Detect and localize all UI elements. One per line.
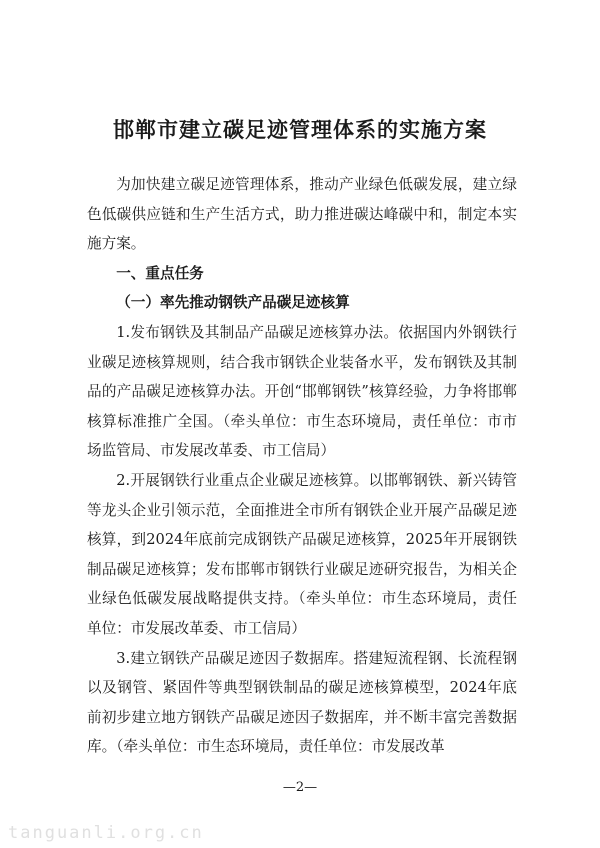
task-item-2: 2.开展钢铁行业重点企业碳足迹核算。以邯郸钢铁、新兴铸管等龙头企业引领示范，全面推进全市所有钢铁企业开展产品碳足迹核算，到2024年底前完成钢铁产品碳足迹核算，2025年开展钢铁制品碳足迹核算；发布邯郸市钢铁行业碳足迹研究报告，为相关企业绿色低碳发展战略提供支持。（牵头单位：市生态环境局，责任单位：市发展改革委、市工信局） xyxy=(87,471,517,637)
subsection-heading: （一）率先推动钢铁产品碳足迹核算 xyxy=(116,294,350,312)
watermark: tanguanli.org.cn xyxy=(8,823,204,843)
document-title: 邯郸市建立碳足迹管理体系的实施方案 xyxy=(113,118,487,142)
task-item-1: 1.发布钢铁及其制品产品碳足迹核算办法。依据国内外钢铁行业碳足迹核算规则，结合我市钢铁企业装备水平，发布钢铁及其制品的产品碳足迹核算办法。开创“邯郸钢铁”核算经验，力争将邯郸核算标准推广全国。（牵头单位：市生态环境局，责任单位：市市场监管局、市发展改革委、市工信局） xyxy=(87,323,517,460)
page-number: —2— xyxy=(282,780,318,795)
section-heading: 一、重点任务 xyxy=(116,264,204,282)
document-body xyxy=(87,170,517,762)
intro-paragraph: 为加快建立碳足迹管理体系，推动产业绿色低碳发展，建立绿色低碳供应链和生产生活方式，助力推进碳达峰碳中和，制定本实施方案。 xyxy=(87,176,517,253)
task-item-3: 3.建立钢铁产品碳足迹因子数据库。搭建短流程钢、长流程钢以及钢管、紧固件等典型钢铁制品的碳足迹核算模型，2024年底前初步建立地方钢铁产品碳足迹因子数据库，并不断丰富完善数据库。（牵头单位：市生态环境局，责任单位：市发展改革 xyxy=(87,649,517,756)
